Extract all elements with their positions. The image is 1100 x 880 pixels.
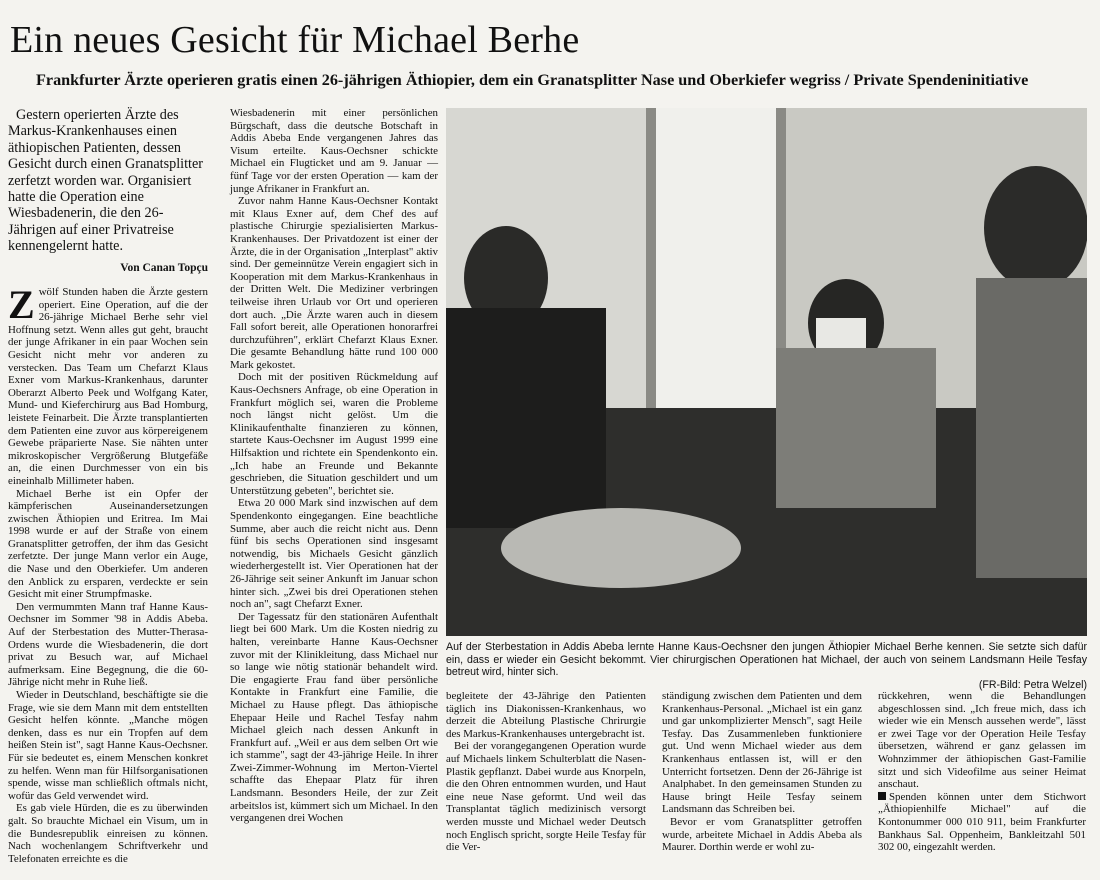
- intro-paragraph: Gestern operierten Ärzte des Markus-Krankenhauses einen äthiopischen Patienten, dessen Gesicht durch einen Granatsplitter zerfetzt worden war. Organisiert hatte die Operation eine Wiesbadenerin, die den 26-Jährigen auf einer Privatreise kennengelernt hatte.: [8, 107, 204, 255]
- column-2: [230, 107, 438, 825]
- paragraph: Bei der vorangegangenen Operation wurde auf Michaels linkem Schulterblatt die Nasen-Plastik gepflanzt. Dabei wurde aus Knorpeln, die den Ohren entnommen wurden, und Haut eine neue Nase geformt. Und weil das Transplantat täglich medizinisch versorgt werden musste und Michael weder Deutsch noch Englisch spricht, sorgte Heile Tesfay für die Ver-: [446, 740, 646, 854]
- dropcap: Z: [8, 282, 35, 327]
- paragraph: Michael Berhe ist ein Opfer der kämpferischen Auseinandersetzungen zwischen Äthiopien und Eritrea. Im Mai 1998 wurde er auf der Straße von einem Granatsplitter getroffen, der ihm das Gesicht zerfetzte. Der junge Mann verlor ein Auge, die Nase und den Oberkiefer. Um anderen den Anblick zu ersparen, verdeckte er sein Gesicht mit einer Strumpfmaske.: [8, 487, 208, 601]
- author-byline: Von Canan Topçu: [120, 262, 208, 274]
- paragraph: Zuvor nahm Hanne Kaus-Oechsner Kontakt mit Klaus Exner auf, dem Chef des auf plastische Chirurgie spezialisierten Markus-Krankenhauses. Der Privatdozent ist einer der Ärzte, die in der Organisation „Interplast" aktiv sind. Der gemeinnütze Verein engagiert sich in Kooperation mit dem Markus-Krankenhaus in der Dritten Welt. Die Mediziner verbringen teilweise ihren Urlaub vor Ort und operieren dort auch. „Die Ärzte waren auch in diesem Fall sofort bereit, alle Operationen honorarfrei durchzuführen", erklärt Chefarzt Klaus Exner. Die gesamte Behandlung hätte rund 100 000 Mark gekostet.: [230, 195, 438, 371]
- donation-notice: Spenden können unter dem Stichwort „Äthiopienhilfe Michael" auf die Kontonummer 000 010 911, beim Frankfurter Bankhaus Sal. Oppenheim, Bankleitzahl 501 302 00, eingezahlt werden.: [878, 790, 1086, 854]
- paragraph: Bevor er vom Granatsplitter getroffen wurde, arbeitete Michael in Addis Abeba als Maurer. Dorthin werde er wohl zu-: [662, 815, 862, 854]
- photo-caption: Auf der Sterbestation in Addis Abeba lernte Hanne Kaus-Oechsner den jungen Äthiopier Michael Berhe kennen. Sie setzte sich dafür ein, dass er wieder ein Gesicht bekommt. Vier chirurgischen Operationen hat Michael, der auch von seinem Landsmann Heile Tesfay betreut wird, hinter sich. (FR-Bild: Petra Welzel): [446, 641, 1087, 691]
- column-5: [878, 690, 1086, 854]
- subheadline: Frankfurter Ärzte operieren gratis einen 26-jährigen Äthiopier, dem ein Granatsplitter Nase und Oberkiefer wegriss / Private Spendeninitiative: [36, 71, 1029, 89]
- column-3: [446, 690, 646, 854]
- paragraph: Es gab viele Hürden, die es zu überwinden galt. So brauchte Michael ein Visum, um in die Bundesrepublik einreisen zu können. Nach wochenlangem Schriftverkehr und Telefonaten erreichte es die: [8, 802, 208, 865]
- paragraph: Doch mit der positiven Rückmeldung auf Kaus-Oechsners Anfrage, ob eine Operation in Frankfurt möglich sei, waren die Probleme noch längst nicht gelöst. Um die Klinikaufenthalte finanzieren zu können, startete Kaus-Oechsner im August 1999 eine Hilfsaktion und richtete ein Spendenkonto ein. „Ich habe an Freunde und Bekannte geschrieben, die Situation geschildert und um Unterstützung gebeten", berichtet sie.: [230, 371, 438, 497]
- paragraph: Den vermummten Mann traf Hanne Kaus-Oechsner im Sommer '98 in Addis Abeba. Auf der Sterbestation des Mutter-Therasa-Ordens wurde die Wiesbadenerin, die dort privat zu Besuch war, auf Michael aufmerksam. Eine Begegnung, die die 60-Jährige nicht mehr in Ruhe ließ.: [8, 600, 208, 689]
- paragraph: Der Tagessatz für den stationären Aufenthalt liegt bei 600 Mark. Um die Kosten niedrig zu halten, vereinbarte Hanne Kaus-Oechsner zuvor mit der Klinikleitung, dass Michael nur so lange wie nötig stationär behandelt wird. Die engagierte Frau fand über persönliche Kontakte in Frankfurt eine Familie, die Michael zu Hause pflegt. Das äthiopische Ehepaar Heile und Rachel Tesfay nahm Michael gleich nach dessen Ankunft in Frankfurt auf. „Weil er aus dem selben Ort wie ich stamme", sagt der 43-jährige Heile. In ihrer Zwei-Zimmer-Wohnung im Merton-Viertel schaffte das Ehepaar Platz für ihren Landsmann. Besonders Heile, der zur Zeit arbeitslos ist, kümmert sich um Michael. In den vergangenen drei Wochen: [230, 610, 438, 825]
- paragraph: Wiesbadenerin mit einer persönlichen Bürgschaft, dass die deutsche Botschaft in Addis Abeba Ende vergangenen Jahres das Visum erteilte. Kaus-Oechsner schickte Michael ein Flugticket und am 9. Januar — fünf Tage vor der ersten Operation — kam der junge Afrikaner in Frankfurt an.: [230, 107, 438, 195]
- paragraph: rückkehren, wenn die Behandlungen abgeschlossen sind. „Ich freue mich, dass ich wieder wie ein Mensch aussehen werde", lässt er zwei Tage vor der Operation Heile Tesfay übersetzen, während er ganz gelassen im Wohnzimmer der äthiopischen Gast-Familie sitzt und sich Videofilme aus seiner Heimat anschaut.: [878, 690, 1086, 791]
- bullet-square-icon: [878, 792, 886, 800]
- column-1: Zwölf Stunden haben die Ärzte gestern operiert. Eine Operation, auf die der 26-jährige Michael Berhe sehr viel Hoffnung setzt. Wenn alles gut geht, braucht der junge Afrikaner in ein paar Wochen sein Gesicht nicht mehr vor anderen zu verstecken. Das Team um Chefarzt Klaus Exner vom Markus-Krankenhaus, darunter Oberarzt Alberto Peek und Wolfgang Kater, Mund- und Kieferchirurg aus Bad Homburg, leistete Feinarbeit. Die Ärzte transplantierten dem Patienten eine zuvor aus körpereigenem Gewebe präparierte Nase. Sie nähten unter mikroskopischer Vergrößerung Blutgefäße an, die einen Durchmesser von ein bis eineinhalb Millimeter haben. Michael Berhe ist ein Opfer der kämpferischen Auseinandersetzungen zwischen Äthiopien und Eritrea. Im Mai 1998 wurde er auf der Straße von einem Granatsplitter getroffen, der ihm das Gesicht zerfetzte. Der junge Mann verlor ein Auge, die Nase und den Oberkiefer. Um anderen den Anblick zu ersparen, verdeckte er sein Gesicht mit einer Strumpfmaske. Den vermummten Mann traf Hanne Kaus-Oechsner im Sommer '98 in Addis Abeba. Auf der Sterbestation des Mutter-Therasa-Ordens wurde die Wiesbadenerin, die dort privat zu Besuch war, auf Michael aufmerksam. Eine Begegnung, die die 60-Jährige nicht mehr in Ruhe ließ. Wieder in Deutschland, beschäftigte sie die Frage, wie sie dem Mann mit dem entstellten Gesicht helfen könnte. „Manche mögen denken, dass es nur ein Tropfen auf dem heißen Stein ist", sagt Hanne Kaus-Oechsner. Für sie bedeutet es, einem Menschen konkret zu helfen. Wenn man für Hilfsorganisationen spende, wisse man schließlich oftmals nicht, wofür das Geld verwendet wird. Es gab viele Hürden, die es zu überwinden galt. So brauchte Michael ein Visum, um in die Bundesrepublik einreisen zu können. Nach wochenlangem Schriftverkehr und Telefonaten erreichte es die: [8, 282, 208, 865]
- paragraph: Wieder in Deutschland, beschäftigte sie die Frage, wie sie dem Mann mit dem entstellten Gesicht helfen könnte. „Manche mögen denken, dass es nur ein Tropfen auf dem heißen Stein ist", sagt Hanne Kaus-Oechsner. Für sie bedeutet es, einem Menschen konkret zu helfen. Wenn man für Hilfsorganisationen spende, wisse man schließlich oftmals nicht, wofür das Geld verwendet wird.: [8, 689, 208, 802]
- photo-illustration: [446, 108, 1087, 636]
- article-photo: [446, 108, 1087, 636]
- headline: Ein neues Gesicht für Michael Berhe: [10, 19, 580, 61]
- paragraph: begleitete der 43-Jährige den Patienten täglich ins Diakonissen-Krankenhaus, wo derzeit die Abteilung Plastische Chrirurgie des Markus-Krankenhauses untergebracht ist.: [446, 690, 646, 740]
- column-4: [662, 690, 862, 854]
- paragraph: ständigung zwischen dem Patienten und dem Krankenhaus-Personal. „Michael ist ein ganz und gar unkomplizierter Mensch", sagt Heile Tesfay. Das Zusammenleben funktioniere gut. Und wenn Michael wieder aus dem Krankenhaus entlassen ist, will er den Unterricht fortsetzen. Denn der 26-Jährige ist Analphabet. In den gemeinsamen Stunden zu Hause bringt Heile Tesfay seinem Landsmann das Schreiben bei.: [662, 690, 862, 816]
- paragraph: Etwa 20 000 Mark sind inzwischen auf dem Spendenkonto eingegangen. Eine beachtliche Summe, aber auch die reicht nicht aus. Denn fünf bis sechs Operationen sind insgesamt notwendig, bis Michaels Gesicht gänzlich wiederhergestellt ist. Vier Operationen hat der 26-Jährige seit seiner Ankunft im Januar schon hinter sich. „Zwei bis drei Operationen stehen noch an", sagt Chefarzt Exner.: [230, 497, 438, 611]
- photo-credit: (FR-Bild: Petra Welzel): [978, 678, 1087, 691]
